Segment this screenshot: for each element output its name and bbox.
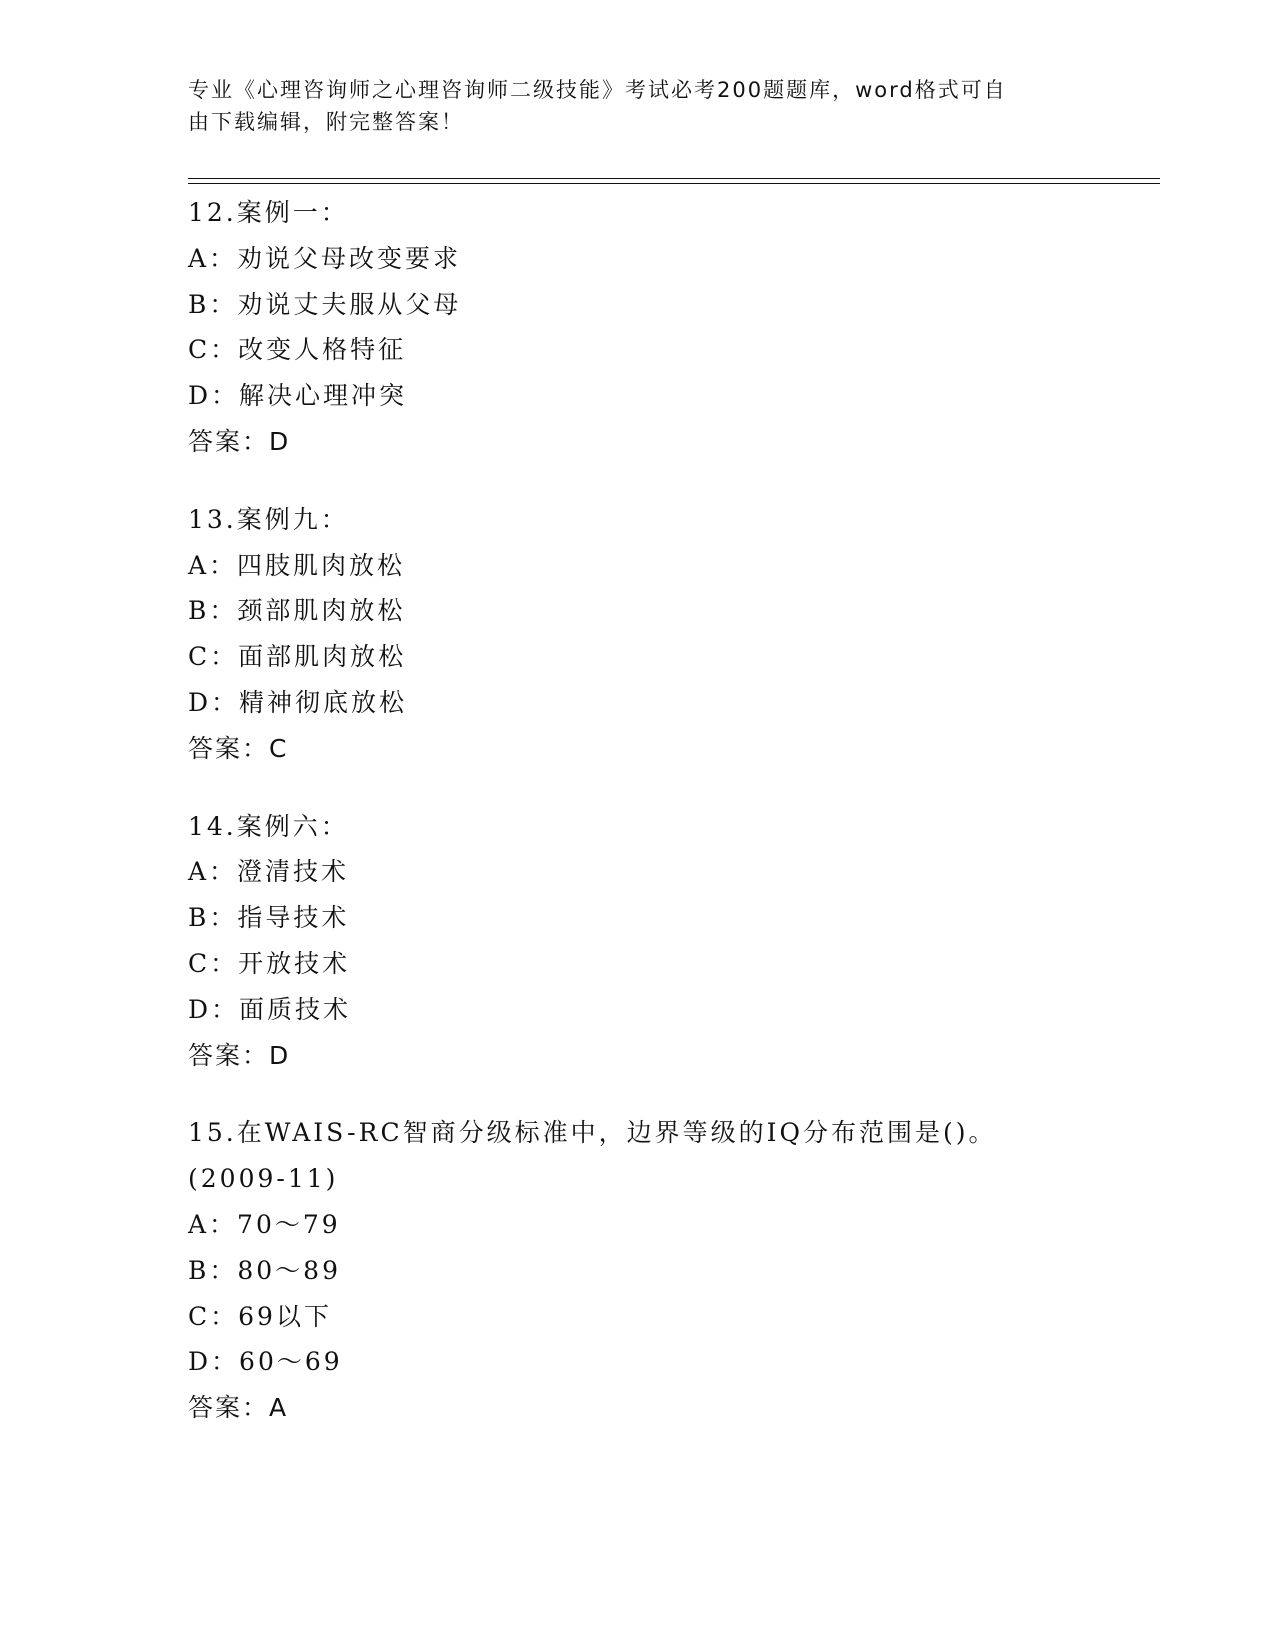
question-14 xyxy=(188,804,1148,1079)
option-b: B：劝说丈夫服从父母 xyxy=(188,289,462,319)
answer-text: 答案：A xyxy=(188,1393,289,1423)
option-d: D：60～69 xyxy=(188,1347,343,1377)
option-c: C：开放技术 xyxy=(188,948,351,978)
question-title: 15.在WAIS-RC智商分级标准中，边界等级的IQ分布范围是()。 xyxy=(188,1118,997,1148)
option-a: A：澄清技术 xyxy=(188,857,350,887)
question-13 xyxy=(188,497,1148,772)
option-d: D：面质技术 xyxy=(188,994,352,1024)
option-c: C：69以下 xyxy=(188,1301,332,1331)
question-title: 13.案例九： xyxy=(188,504,349,534)
header-line-1: 专业《心理咨询师之心理咨询师二级技能》考试必考200题题库，word格式可自 xyxy=(188,78,1007,102)
header-rule-top xyxy=(188,178,1160,179)
option-a: A：劝说父母改变要求 xyxy=(188,243,462,273)
question-subtitle: (2009-11) xyxy=(188,1164,339,1194)
answer-text: 答案：D xyxy=(188,426,291,456)
option-b: B：80～89 xyxy=(188,1255,341,1285)
option-c: C：改变人格特征 xyxy=(188,335,407,365)
question-title: 12.案例一： xyxy=(188,198,349,227)
option-b: B：指导技术 xyxy=(188,903,350,933)
document-header xyxy=(188,74,1088,138)
option-b: B：颈部肌肉放松 xyxy=(188,596,406,626)
header-rule-bottom xyxy=(188,183,1160,184)
answer-text: 答案：C xyxy=(188,733,289,763)
question-12 xyxy=(188,190,1148,465)
question-title: 14.案例六： xyxy=(188,811,349,841)
answer-text: 答案：D xyxy=(188,1040,291,1070)
option-d: D：精神彻底放松 xyxy=(188,687,408,717)
question-15 xyxy=(188,1110,1148,1431)
option-a: A：70～79 xyxy=(188,1209,341,1239)
option-a: A：四肢肌肉放松 xyxy=(188,550,406,580)
option-d: D：解决心理冲突 xyxy=(188,381,408,411)
header-line-2: 由下载编辑，附完整答案！ xyxy=(188,110,464,134)
option-c: C：面部肌肉放松 xyxy=(188,642,407,672)
question-list xyxy=(188,190,1148,1463)
